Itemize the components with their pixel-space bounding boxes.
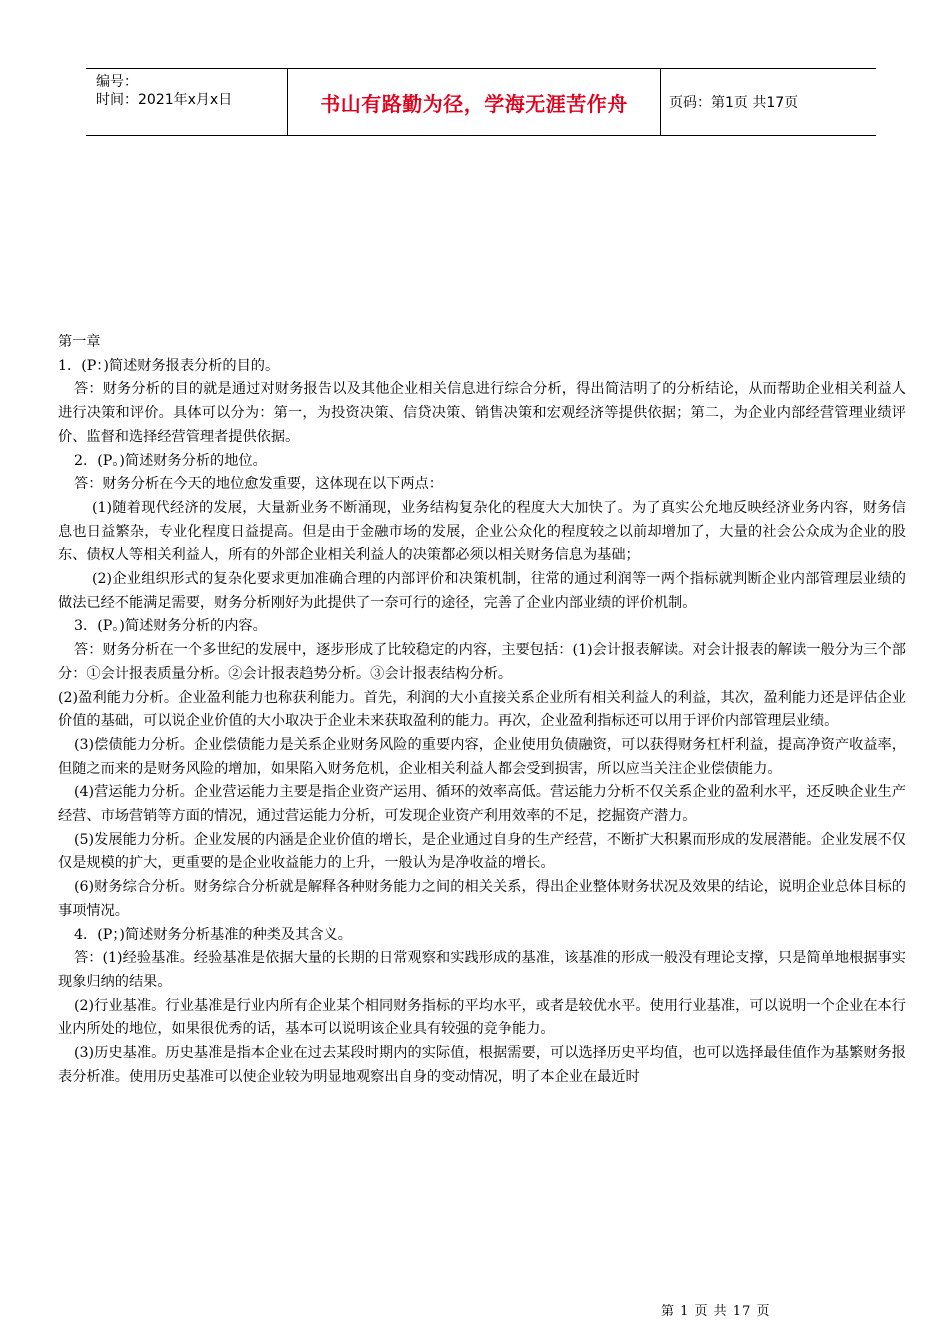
paragraph: (3)历史基准。历史基准是指本企业在过去某段时期内的实际值，根据需要，可以选择历史平均值，也可以选择最佳值作为基繁财务报表分析准。使用历史基准可以使企业较为明显地观察出自身的变动情况，明了本企业在最近时 bbox=[58, 1045, 906, 1085]
header-motto: 书山有路勤为径，学海无涯苦作舟 bbox=[287, 69, 661, 135]
paragraph: (2)盈利能力分析。企业盈利能力也称获利能力。首先，利润的大小直接关系企业所有相关利益人的利益，其次，盈利能力还是评估企业价值的基础，可以说企业价值的大小取决于企业未来获取盈利的能力。再次，企业盈利指标还可以用于评价内部管理层业绩。 bbox=[58, 689, 906, 730]
header-page-label: 页码：第1页 共17页 bbox=[669, 95, 799, 111]
paragraph: (6)财务综合分析。财务综合分析就是解释各种财务能力之间的相关关系，得出企业整体财务状况及效果的结论，说明企业总体目标的事项情况。 bbox=[58, 879, 906, 919]
paragraph: 1．(P：)简述财务报表分析的目的。 bbox=[58, 357, 280, 374]
paragraph: 答：财务分析在一个多世纪的发展中，逐步形成了比较稳定的内容，主要包括：(1)会计报表解读。对会计报表的解读一般分为三个部分：①会计报表质量分析。②会计报表趋势分析。③会计报表结构分析。 bbox=[58, 642, 906, 682]
paragraph: (5)发展能力分析。企业发展的内涵是企业价值的增长，是企业通过自身的生产经营，不断扩大积累而形成的发展潜能。企业发展不仅仅是规模的扩大，更重要的是企业收益能力的上升，一般认为是净收益的增长。 bbox=[58, 831, 906, 872]
paragraph: 答：财务分析在今天的地位愈发重要，这体现在以下两点： bbox=[74, 476, 443, 493]
paragraph: 第一章 bbox=[58, 334, 101, 350]
paragraph: (2)行业基准。行业基准是行业内所有企业某个相同财务指标的平均水平，或者是较优水平。使用行业基准，可以说明一个企业在本行业内所处的地位，如果很优秀的话，基本可以说明该企业具有较强的竞争能力。 bbox=[58, 997, 906, 1038]
page-header bbox=[86, 68, 876, 136]
document-body bbox=[58, 331, 906, 1090]
paragraph: (4)营运能力分析。企业营运能力主要是指企业资产运用、循环的效率高低。营运能力分析不仅关系企业的盈利水平，还反映企业生产经营、市场营销等方面的情况，通过营运能力分析，可发现企业资产利用效率的不足，挖掘资产潜力。 bbox=[58, 784, 906, 825]
paragraph: 答：财务分析的目的就是通过对财务报告以及其他企业相关信息进行综合分析，得出简洁明了的分析结论，从而帮助企业相关利益人进行决策和评价。具体可以分为：第一，为投资决策、信贷决策、销售决策和宏观经济等提供依据；第二，为企业内部经营管理业绩评价、监督和选择经营管理者提供依据。 bbox=[58, 381, 906, 445]
header-info bbox=[86, 69, 287, 135]
page-footer: 第 1 页 共 17 页 bbox=[661, 1304, 771, 1319]
time-label: 时间：2021年x月x日 bbox=[96, 92, 233, 108]
paragraph: 答：(1)经验基准。经验基准是依据大量的长期的日常观察和实践形成的基准，该基准的形成一般没有理论支撑，只是简单地根据事实现象归纳的结果。 bbox=[58, 950, 906, 990]
paragraph: 4．(P；)简述财务分析基准的种类及其含义。 bbox=[74, 926, 352, 943]
paragraph: (3)偿债能力分析。企业偿债能力是关系企业财务风险的重要内容，企业使用负债融资，可以获得财务杠杆利益，提高净资产收益率，但随之而来的是财务风险的增加，如果陷入财务危机，企业相关利益人都会受到损害，所以应当关注企业偿债能力。 bbox=[58, 736, 906, 777]
paragraph: (1)随着现代经济的发展，大量新业务不断涌现，业务结构复杂化的程度大大加快了。为了真实公允地反映经济业务内容，财务信息也日益繁杂，专业化程度日益提高。但是由于金融市场的发展，企业公众化的程度较之以前却增加了，大量的社会公众成为企业的股东、债权人等相关利益人，所有的外部企业相关利益人的决策都必须以相关财务信息为基础； bbox=[58, 499, 906, 564]
number-label: 编号： bbox=[96, 74, 138, 90]
paragraph: 2．(P。)简述财务分析的地位。 bbox=[74, 452, 267, 469]
paragraph: 3．(P。)简述财务分析的内容。 bbox=[74, 618, 267, 635]
paragraph: (2)企业组织形式的复杂化要求更加准确合理的内部评价和决策机制，往常的通过利润等一两个指标就判断企业内部管理层业绩的做法已经不能满足需要，财务分析刚好为此提供了一奈可行的途径，完善了企业内部业绩的评价机制。 bbox=[58, 571, 906, 611]
